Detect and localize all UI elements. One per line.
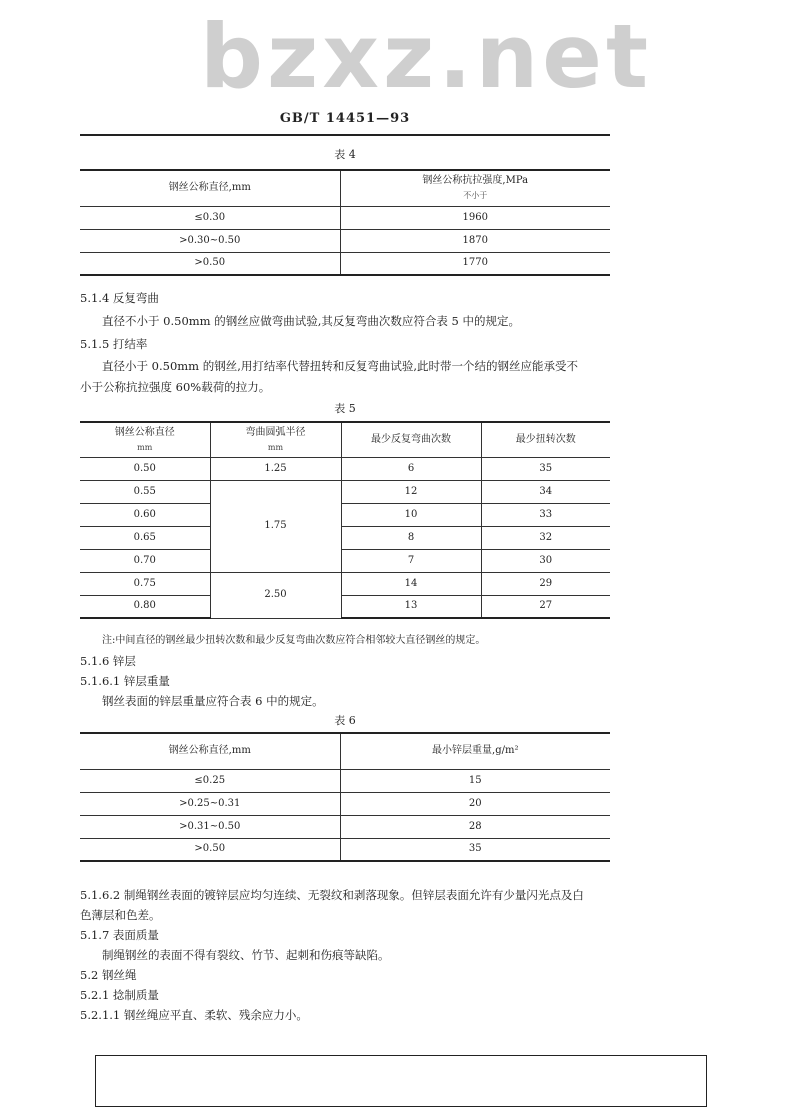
section-5-1-5-text-cont: 小于公称抗拉强度 60%载荷的拉力。 [80,380,271,394]
cell: 0.70 [80,549,210,572]
cell: >0.25~0.31 [80,792,340,815]
table-row [80,480,610,503]
section-5-1-5-text: 直径小于 0.50mm 的钢丝,用打结率代替扭转和反复弯曲试验,此时带一个结的钢丝应能承受不 [102,359,579,373]
table-row [80,792,610,815]
cell: >0.50 [80,838,340,861]
section-5-1-5-title: 5.1.5 打结率 [80,337,148,351]
cell: 1770 [340,252,610,275]
cell: >0.31~0.50 [80,815,340,838]
cell: 7 [341,549,481,572]
cell: 0.50 [80,457,210,480]
table6-caption: 表 6 [334,714,356,727]
section-5-2-1-title: 5.2.1 捻制质量 [80,988,159,1002]
cell: 12 [341,480,481,503]
header-text: 钢丝公称抗拉强度,MPa [422,175,529,187]
table-row [80,815,610,838]
cell: 13 [341,595,481,618]
cell: 2.50 [210,572,341,618]
table4 [80,169,610,276]
table5-header-radius [210,422,341,457]
section-5-2-1-1-text: 5.2.1.1 钢丝绳应平直、柔软、残余应力小。 [80,1008,308,1022]
cell: 1.75 [210,480,341,572]
table-row [80,769,610,792]
table-row [80,457,610,480]
table6-header-zinc-weight: 最小锌层重量,g/m² [340,733,610,769]
table-row [80,572,610,595]
cell: 27 [481,595,610,618]
cell: 33 [481,503,610,526]
header-unit: mm [137,442,153,452]
table-row [80,206,610,229]
cell: 1.25 [210,457,341,480]
cell: 0.80 [80,595,210,618]
table-row [80,526,610,549]
table5-note: 注:中间直径的钢丝最少扭转次数和最少反复弯曲次数应符合相邻较大直径钢丝的规定。 [102,635,486,646]
cell: 35 [481,457,610,480]
standard-number-header: GB/T 14451—93 [279,111,411,126]
watermark: bzxz.net [200,5,653,108]
table5-header-diameter [80,422,210,457]
table6-header-diameter: 钢丝公称直径,mm [80,733,340,769]
table6 [80,732,610,862]
cell: 0.75 [80,572,210,595]
cell: 20 [340,792,610,815]
cell: 30 [481,549,610,572]
section-5-1-7-text: 制绳钢丝的表面不得有裂纹、竹节、起刺和伤痕等缺陷。 [102,948,390,962]
section-5-1-6-2-text: 5.1.6.2 制绳钢丝表面的镀锌层应均匀连续、无裂纹和剥落现象。但锌层表面允许有少量闪光点及白 [80,888,584,902]
cell: 10 [341,503,481,526]
table5-header-twists: 最少扭转次数 [481,422,610,457]
table4-header-strength [340,170,610,206]
table4-caption: 表 4 [334,148,356,161]
section-5-1-7-title: 5.1.7 表面质量 [80,928,159,942]
table-row [80,838,610,861]
bottom-frame [95,1055,707,1107]
cell: 15 [340,769,610,792]
table5-caption: 表 5 [334,402,356,415]
cell: ≤0.30 [80,206,340,229]
cell: >0.50 [80,252,340,275]
cell: 1960 [340,206,610,229]
cell: 32 [481,526,610,549]
cell: 1870 [340,229,610,252]
cell: 34 [481,480,610,503]
header-subtext: 不小于 [463,191,488,201]
cell: >0.30~0.50 [80,229,340,252]
cell: 0.65 [80,526,210,549]
cell: 14 [341,572,481,595]
table-row [80,252,610,275]
cell: 0.60 [80,503,210,526]
cell: 8 [341,526,481,549]
section-5-1-6-2-text-cont: 色薄层和色差。 [80,908,161,922]
header-text: 弯曲圆弧半径 [245,426,306,438]
cell: ≤0.25 [80,769,340,792]
header-unit: mm [267,442,284,452]
section-5-1-4-title: 5.1.4 反复弯曲 [80,291,159,305]
cell: 35 [340,838,610,861]
cell: 29 [481,572,610,595]
table-row [80,229,610,252]
table4-header-diameter: 钢丝公称直径,mm [80,170,340,206]
cell: 0.55 [80,480,210,503]
section-5-1-6-1-text: 钢丝表面的锌层重量应符合表 6 中的规定。 [102,694,324,708]
table-row [80,549,610,572]
section-5-1-4-text: 直径不小于 0.50mm 的钢丝应做弯曲试验,其反复弯曲次数应符合表 5 中的规定。 [102,314,521,328]
table5-header-bends: 最少反复弯曲次数 [341,422,481,457]
section-5-2-title: 5.2 钢丝绳 [80,968,137,982]
header-text: 钢丝公称直径 [114,426,175,438]
section-5-1-6-1-title: 5.1.6.1 锌层重量 [80,674,170,688]
table5 [80,421,610,619]
cell: 6 [341,457,481,480]
table-row [80,595,610,618]
table-row [80,503,610,526]
cell: 28 [340,815,610,838]
header-rule [80,134,610,136]
section-5-1-6-title: 5.1.6 锌层 [80,654,136,668]
